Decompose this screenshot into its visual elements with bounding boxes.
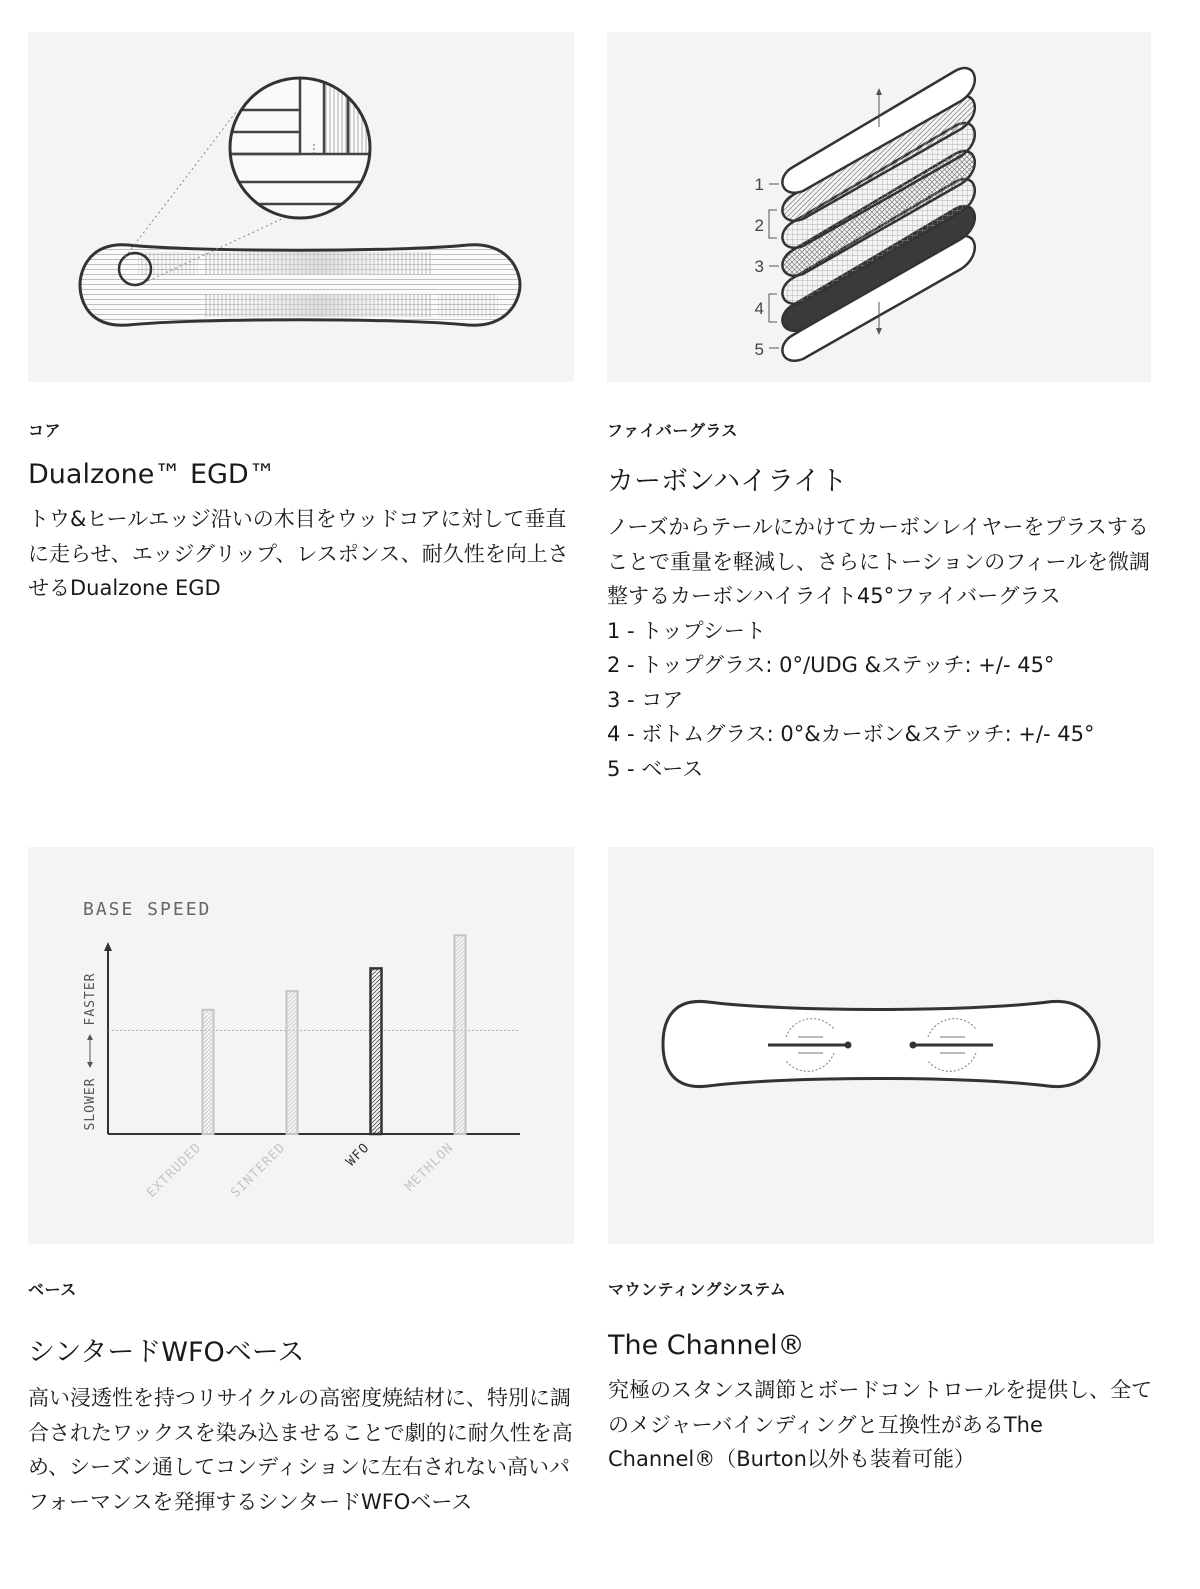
feature-category: ベース [28,1280,77,1299]
feature-description [608,1373,1154,1477]
feature-description [607,510,1153,786]
description-line: 1 - トップシート [607,618,766,643]
feature-card-base [28,847,574,1519]
description-line: ノーズからテールにかけてカーボンレイヤーをプラスすることで重量を軽減し、さらにトーションのフィールを微調整するカーボンハイライト45°ファイバーグラス [607,515,1151,608]
layer-label-2: 2 [754,216,764,235]
feature-card-fiberglass [607,32,1153,786]
base-speed-chart [28,847,574,1244]
channel-illustration [608,847,1154,1244]
feature-title: カーボンハイライト [607,466,848,497]
layer-label-3: 3 [754,257,764,276]
feature-category: コア [28,421,62,440]
bar-methlon [455,935,466,1134]
feature-title: シンタードWFOベース [28,1337,305,1368]
feature-title: The Channel® [608,1330,805,1361]
y-label-slower: SLOWER [83,1077,98,1131]
description-line: トウ&ヒールエッジ沿いの木目をウッドコアに対して垂直に走らせ、エッジグリップ、レスポンス、耐久性を向上させるDualzone EGD [28,507,569,600]
snowboard [663,1001,1099,1086]
feature-description [28,1381,574,1519]
description-line: 4 - ボトムグラス: 0°&カーボン&ステッチ: +/- 45° [607,722,1095,746]
feature-category: マウンティングシステム [608,1280,787,1299]
feature-category: ファイバーグラス [607,421,738,440]
core-illustration [28,32,574,382]
description-line: 2 - トップグラス: 0°/UDG &ステッチ: +/- 45° [607,653,1055,677]
layer-label-1: 1 [754,175,764,194]
description-line: 究極のスタンス調節とボードコントロールを提供し、全てのメジャーバインディングと互換性があるThe Channel®（Burton以外も装着可能） [608,1378,1153,1471]
bar-extruded [203,1010,214,1134]
feature-description [28,502,574,606]
category-label-methlon: METHLON [402,1140,457,1195]
category-label-wfo: WFO [343,1140,373,1170]
description-line: 5 - ベース [607,756,704,781]
chart-title: BASE SPEED [83,899,212,920]
layer-label-5: 5 [754,340,764,359]
description-line: 3 - コア [607,687,684,712]
layer-label-4: 4 [754,299,764,318]
feature-card-mounting [608,847,1154,1477]
category-label-extruded: EXTRUDED [144,1140,205,1201]
y-label-faster: FASTER [83,972,98,1026]
description-line: 高い浸透性を持つリサイクルの高密度焼結材に、特別に調合されたワックスを染み込ませることで劇的に耐久性を高め、シーズン通してコンディションに左右されない高いパフォーマンスを発揮するシンタードWFOベース [28,1386,573,1514]
category-label-sintered: SINTERED [228,1140,289,1201]
bar-wfo [371,968,382,1134]
fiberglass-layers-illustration [607,32,1151,382]
feature-card-core [28,32,574,606]
feature-title: Dualzone™ EGD™ [28,459,276,490]
bar-sintered [287,991,298,1134]
